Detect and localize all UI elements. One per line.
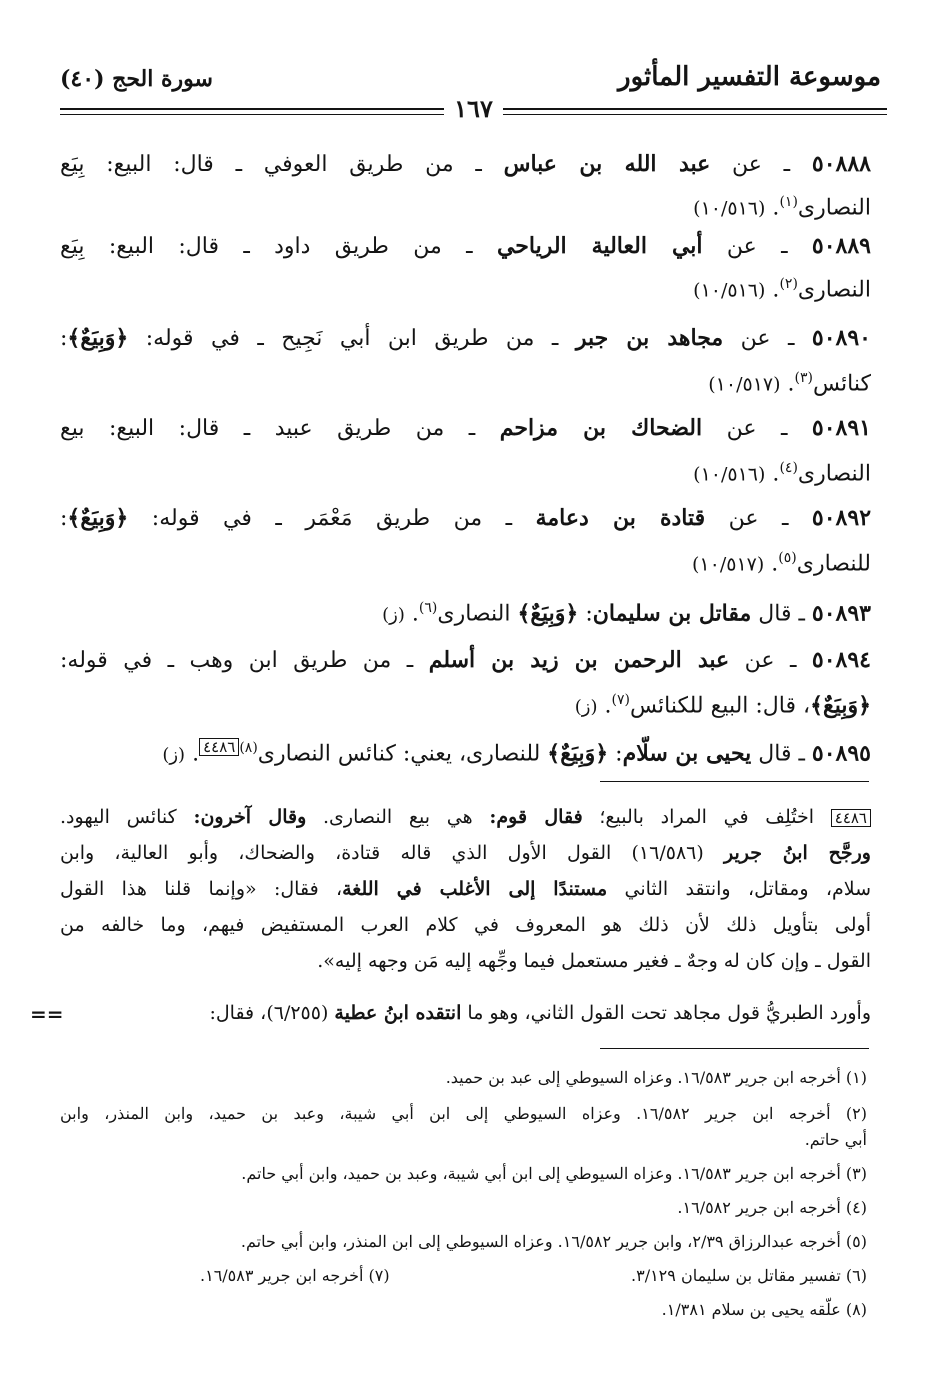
text: ـ قال [751,601,812,627]
footnote: (١) أخرجه ابن جرير ١٦/٥٨٣. وعزاه السيوطي إلى عبد بن حميد. [445,1068,867,1087]
narration-number: ٥٠٨٩٤ [811,647,871,673]
source-tag: (ز) [162,744,186,766]
text: اختُلِف في المراد بالبيع؛ [582,806,831,828]
text: هي بيع النصارى. [306,806,490,828]
narration-line [60,268,871,306]
text: ـ من طريق داود ـ قال: البيع: بِيَع [60,234,497,259]
text: للنصارى، يعني: كنائس النصارى [257,741,548,767]
text: (٦/٢٥٥)، فقال: [209,1002,335,1024]
volume-ref: (١٠/٥١٦) [693,279,766,302]
footnote-ref[interactable]: (٦) [418,600,438,616]
commentary-ref-box[interactable]: ٤٤٨٦ [199,738,239,756]
commentary-line: أولى بتأويل ذلك لأن ذلك هو المعروف في كلام العرب المستفيض فيهم، وما خالفه من [60,914,871,936]
volume-ref: (١٠/٥١٧) [692,553,765,576]
text-bold: وقال آخرون: [193,806,307,828]
text: ، قال: البيع للكنائس [629,693,811,719]
footnotes-separator [600,1048,869,1049]
narration-number: ٥٠٨٩٣ [811,600,871,627]
narration-line [60,322,871,355]
text: سلام، ومقاتل، وانتقد الثاني [607,878,871,900]
footnote: (٥) أخرجه عبدالرزاق ٢/٣٩، وابن جرير ١٦/٥٨٢. وعزاه السيوطي إلى ابن المنذر، وابن أبي حاتم. [240,1232,867,1251]
commentary-separator [600,781,869,782]
text: ـ من طريق مَعْمَر ـ في قوله: [128,506,536,531]
text: النصارى [797,461,871,487]
surah-title: سورة الحج (٤٠) [60,66,213,92]
footnote-ref[interactable]: (٢) [779,276,798,292]
text: . [780,371,795,397]
text: ـ عن [702,234,812,259]
footnote-ref[interactable]: (٨) [239,740,258,756]
page-number: ١٦٧ [444,94,503,123]
commentary-line [60,802,871,832]
text: ـ عن [723,326,812,351]
text: : [608,741,623,767]
text: : [60,506,68,531]
narrator-name: مقاتل بن سليمان [592,600,752,627]
continuation-mark: == [30,1002,64,1026]
narration-number: ٥٠٨٩٢ [811,505,872,531]
footnote-ref[interactable]: (٤) [779,460,798,476]
text: النصارى [797,277,871,303]
text-bold: ورجَّح ابنُ جرير [724,842,871,864]
narration-number: ٥٠٨٩٠ [811,325,871,351]
quran-word: ﴿وَبِيَعٌ﴾ [67,325,129,351]
text: ـ عن [702,416,812,441]
narration-line [60,452,871,490]
quran-word: ﴿وَبِيَعٌ﴾ [517,600,579,627]
narrator-name: الضحاك بن مزاحم [499,415,703,441]
footnote-ref[interactable]: (٣) [794,370,813,386]
narration-line [60,732,871,771]
narration-line [60,592,871,631]
narration-line [60,542,871,580]
quran-word: ﴿وَبِيَعٌ﴾ [547,740,609,767]
footnote-continued: أبي حاتم. [804,1130,867,1149]
footnote: (٦) تفسير مقاتل بن سليمان ٣/١٢٩. [631,1266,867,1285]
text-bold: مستندًا إلى الأغلب في اللغة [342,878,608,900]
commentary-line [60,874,871,904]
footnote-ref[interactable]: (٥) [778,550,797,566]
text: وأورد الطبريُّ قول مجاهد تحت القول الثاني، وهو ما [461,1002,871,1024]
text: . [765,277,780,303]
quran-word: ﴿وَبِيَعٌ﴾ [810,692,871,719]
text: ، فقال: «وإنما قلنا هذا القول [60,878,343,900]
commentary-number-box: ٤٤٨٦ [831,809,871,827]
text: النصارى [797,195,871,221]
text: كنائس اليهود. [60,806,194,828]
footnote: (٣) أخرجه ابن جرير ١٦/٥٨٣. وعزاه السيوطي إلى ابن أبي شيبة، وعبد بن حميد، وابن أبي حاتم. [241,1164,867,1183]
text: (١٦/٥٨٦) القول الأول الذي قاله قتادة، والضحاك، وأبو العالية، وابن [60,842,724,864]
text: للنصارى [796,551,871,577]
narrator-name: قتادة بن دعامة [535,505,706,531]
quran-word: ﴿وَبِيَعٌ﴾ [67,505,129,531]
narration-line [60,362,871,400]
text: . [185,741,200,767]
text: ـ من طريق ابن أبي نَجِيح ـ في قوله: [128,326,576,351]
text: ـ من طريق العوفي ـ قال: البيع: بِيَع [60,152,504,177]
narration-number: ٥٠٨٩١ [811,415,871,441]
narration-number: ٥٠٨٩٥ [811,740,871,767]
text: ـ عن [710,152,812,177]
text: . [404,601,419,627]
text: . [597,693,612,719]
narration-number: ٥٠٨٨٨ [811,151,871,177]
narrator-name: مجاهد بن جبر [575,325,724,351]
text: ـ من طريق عبيد ـ قال: البيع: بيع [60,416,500,441]
footnote-ref[interactable]: (١) [779,194,798,210]
volume-ref: (١٠/٥١٦) [693,197,766,220]
footnote: (٨) علّقه يحيى بن سلام ١/٣٨١. [661,1300,867,1319]
narration-line [60,684,871,723]
narrator-name: أبي العالية الرياحي [496,233,703,259]
narration-line [60,502,871,535]
narration-line [60,412,871,445]
narrator-name: عبد الرحمن بن زيد بن أسلم [428,647,730,673]
text: : [578,601,593,627]
text: . [764,551,779,577]
text-bold: انتقده ابنُ عطية [334,1002,462,1024]
footnote-ref[interactable]: (٧) [611,692,630,708]
text: كنائس [813,371,871,397]
narration-line [60,230,871,263]
commentary-line [60,838,871,868]
text: ـ عن [729,648,812,673]
footnote: (٤) أخرجه ابن جرير ١٦/٥٨٢. [677,1198,867,1217]
source-tag: (ز) [574,696,598,718]
book-title: موسوعة التفسير المأثور [618,62,881,92]
volume-ref: (١٠/٥١٧) [708,373,781,396]
source-tag: (ز) [382,604,405,626]
narration-number: ٥٠٨٨٩ [811,233,871,259]
text: النصارى [437,601,518,627]
text: . [765,195,780,221]
page-number-wrap [0,94,947,123]
commentary-line: القول ـ وإن كان له وجهٌ ـ فغير مستعمل فيما وجِّهه إليه مَن وجهه إليه». [317,950,871,972]
footnote: (٢) أخرجه ابن جرير ١٦/٥٨٢. وعزاه السيوطي إلى ابن أبي شيبة، وعبد بن حميد، وابن المنذر، وابن [60,1104,868,1123]
narration-line [60,644,871,677]
volume-ref: (١٠/٥١٦) [693,463,766,486]
footnote: (٧) أخرجه ابن جرير ١٦/٥٨٣. [200,1266,390,1285]
text: . [765,461,780,487]
text-bold: فقال قوم: [489,806,583,828]
narration-line [60,148,871,181]
text: : [60,326,68,351]
narrator-name: عبد الله بن عباس [503,151,711,177]
text: ـ عن [705,506,812,531]
commentary-line [60,998,871,1028]
text: ـ من طريق ابن وهب ـ في قوله: [60,648,429,673]
narration-line [60,186,871,224]
text: ـ قال [751,741,812,767]
narrator-name: يحيى بن سلّام [622,740,752,767]
